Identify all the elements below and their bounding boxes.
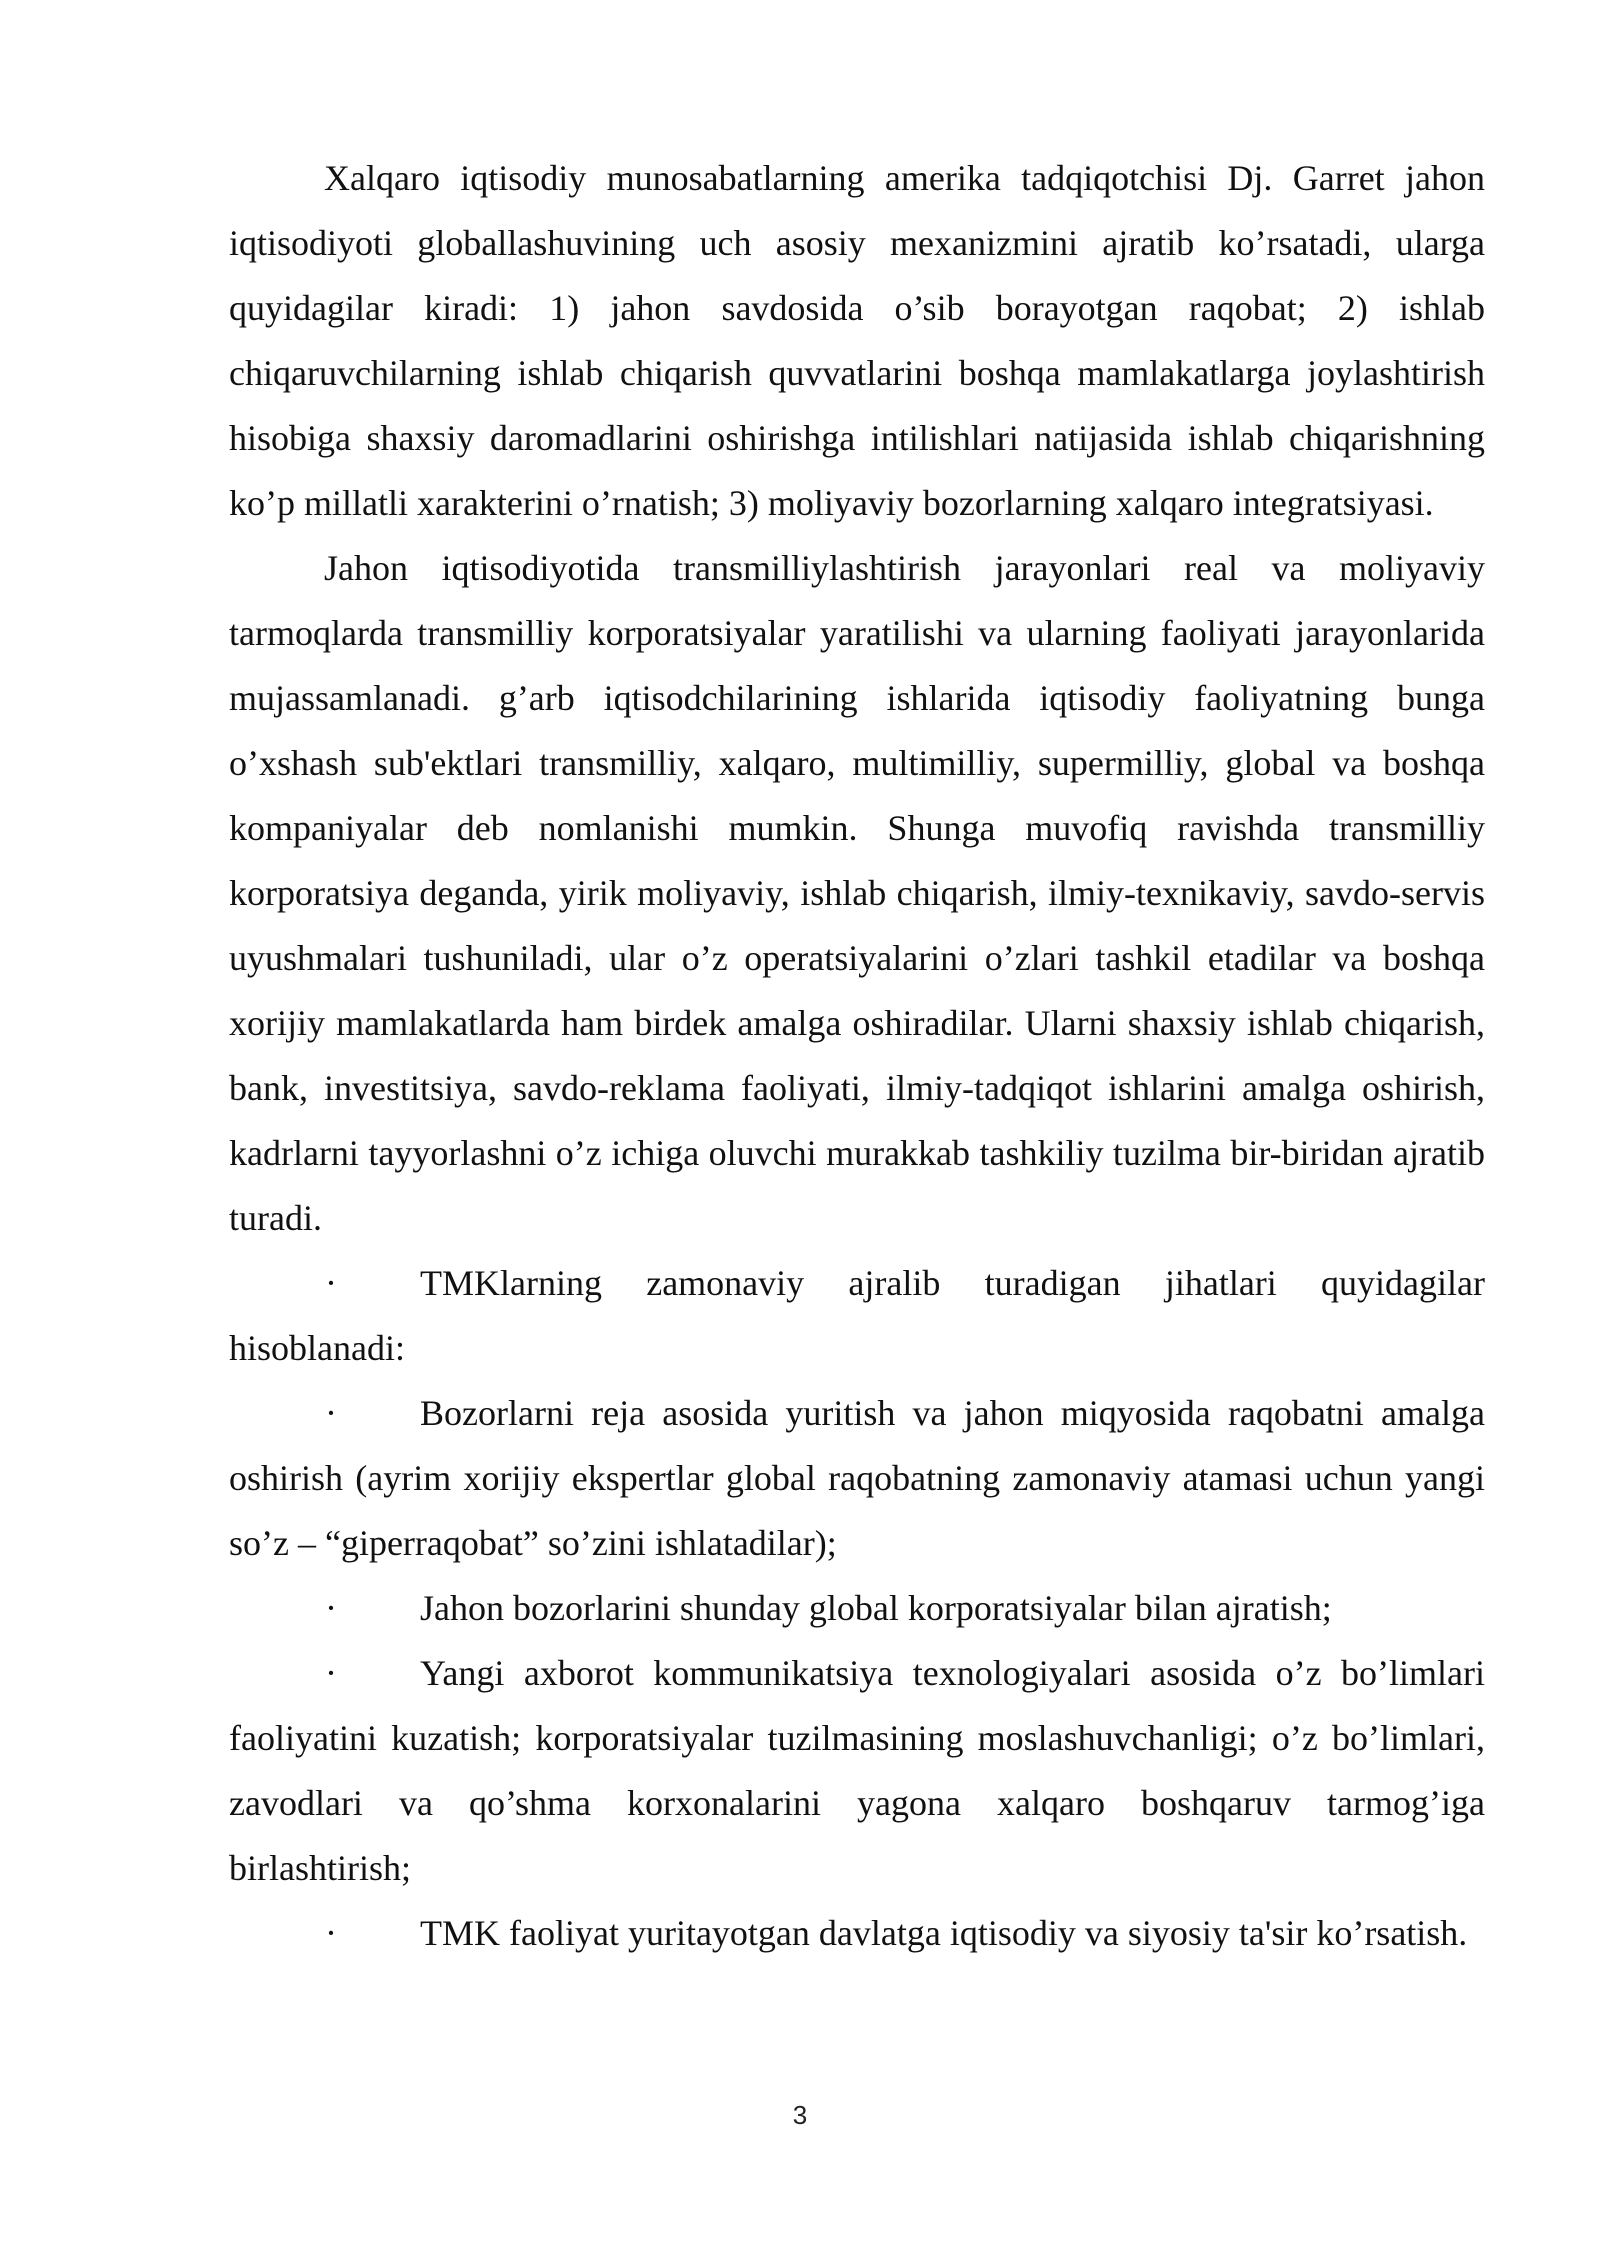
bullet-mark: · [325, 1393, 337, 1433]
bullet-text: Jahon bozorlarini shunday global korporatsiyalar bilan ajratish; [420, 1588, 1332, 1628]
bullet-text: TMK faoliyat yuritayotgan davlatga iqtisodiy va siyosiy ta'sir ko’rsatish. [420, 1913, 1468, 1953]
bullet-item [229, 1381, 1485, 1576]
bullet-item [229, 1251, 1485, 1381]
bullet-text: Bozorlarni reja asosida yuritish va jahon miqyosida raqobatni amalga oshirish (ayrim xorijiy ekspertlar global raqobatning zamonaviy atamasi uchun yangi so’z – “giperraqobat” so’zini ishlatadilar); [229, 1393, 1485, 1563]
bullet-mark: · [325, 1653, 337, 1693]
bullet-text: Yangi axborot kommunikatsiya texnologiyalari asosida o’z bo’limlari faoliyatini kuzatish; korporatsiyalar tuzilmasining moslashuvchanligi; o’z bo’limlari, zavodlari va qo’shma korxonalarini yagona xalqaro boshqaruv tarmog’iga birlashtirish; [229, 1653, 1485, 1888]
bullet-item [229, 1576, 1485, 1641]
bullet-item [229, 1901, 1485, 1966]
paragraph: Xalqaro iqtisodiy munosabatlarning amerika tadqiqotchisi Dj. Garret jahon iqtisodiyoti globallashuvining uch asosiy mexanizmini ajratib ko’rsatadi, ularga quyidagilar kiradi: 1) jahon savdosida o’sib borayotgan raqobat; 2) ishlab chiqaruvchilarning ishlab chiqarish quvvatlarini boshqa mamlakatlarga joylashtirish hisobiga shaxsiy daromadlarini oshirishga intilishlari natijasida ishlab chiqarishning ko’p millatli xarakterini o’rnatish; 3) moliyaviy bozorlarning xalqaro integratsiyasi. [229, 158, 1485, 523]
bullet-mark: · [325, 1913, 337, 1953]
page-number: 3 [792, 2100, 808, 2130]
bullet-text: TMKlarning zamonaviy ajralib turadigan jihatlari quyidagilar hisoblanadi: [229, 1263, 1485, 1368]
bullet-mark: · [325, 1588, 337, 1628]
bullet-mark: · [325, 1263, 337, 1303]
paragraph: Jahon iqtisodiyotida transmilliylashtirish jarayonlari real va moliyaviy tarmoqlarda transmilliy korporatsiyalar yaratilishi va ularning faoliyati jarayonlarida mujassamlanadi. g’arb iqtisodchilarining ishlarida iqtisodiy faoliyatning bunga o’xshash sub'ektlari transmilliy, xalqaro, multimilliy, supermilliy, global va boshqa kompaniyalar deb nomlanishi mumkin. Shunga muvofiq ravishda transmilliy korporatsiya deganda, yirik moliyaviy, ishlab chiqarish, ilmiy-texnikaviy, savdo-servis uyushmalari tushuniladi, ular o’z operatsiyalarini o’zlari tashkil etadilar va boshqa xorijiy mamlakatlarda ham birdek amalga oshiradilar. Ularni shaxsiy ishlab chiqarish, bank, investitsiya, savdo-reklama faoliyati, ilmiy-tadqiqot ishlarini amalga oshirish, kadrlarni tayyorlashni o’z ichiga oluvchi murakkab tashkiliy tuzilma bir-biridan ajratib turadi. [229, 548, 1485, 1238]
bullet-item [229, 1641, 1485, 1901]
document-body [229, 146, 1485, 1966]
